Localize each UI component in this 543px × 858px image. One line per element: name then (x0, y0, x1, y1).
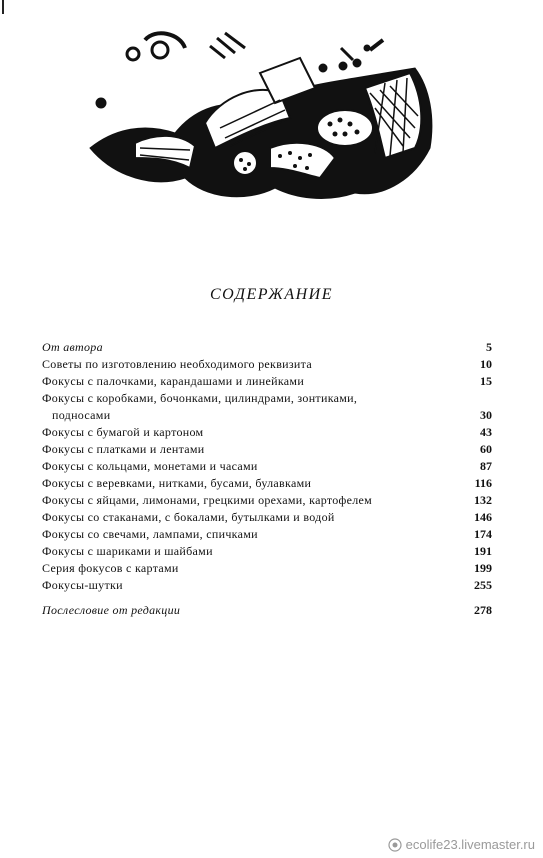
toc-entry (42, 390, 492, 424)
watermark-text: ecolife23.livemaster.ru (405, 837, 535, 852)
watermark (388, 837, 535, 852)
toc-entry-page-number: 60 (480, 442, 492, 456)
toc-entry-title-continued: подносами (52, 408, 111, 422)
toc-entry-page-number: 43 (480, 425, 492, 439)
toc-entry (42, 458, 492, 475)
toc-entry-title: Фокусы со свечами, лампами, спичками (42, 527, 258, 541)
toc-entry-title: От автора (42, 340, 103, 354)
toc-entry (42, 373, 492, 390)
livemaster-logo-icon (388, 838, 402, 852)
toc-entry-page-number: 5 (486, 340, 492, 354)
toc-entry-page-number: 87 (480, 459, 492, 473)
toc-entry-title: Фокусы с коробками, бочонками, цилиндрами, зонтиками, (42, 391, 358, 405)
toc-entry (42, 492, 492, 509)
toc-entry-title: Серия фокусов с картами (42, 561, 179, 575)
toc-entry (42, 526, 492, 543)
toc-entry (42, 339, 492, 356)
page-title: СОДЕРЖАНИЕ (209, 286, 334, 303)
toc-entry-title: Фокусы с веревками, нитками, бусами, булавками (42, 476, 312, 490)
toc-entry (42, 602, 492, 619)
toc-entry-page-number: 15 (480, 374, 492, 388)
toc-entry-title: Советы по изготовлению необходимого реквизита (42, 357, 312, 371)
toc-entry (42, 560, 492, 577)
toc-entry-page-number: 278 (474, 603, 492, 617)
table-of-contents (42, 339, 492, 619)
toc-entry-page-number: 146 (474, 510, 492, 524)
toc-entry-title: Фокусы с яйцами, лимонами, грецкими орехами, картофелем (42, 493, 373, 507)
toc-entry-title: Фокусы с платками и лентами (42, 442, 205, 456)
toc-entry-title: Послесловие от редакции (42, 603, 181, 617)
toc-entry-title: Фокусы с шариками и шайбами (42, 544, 213, 558)
toc-entry (42, 441, 492, 458)
toc-entry-page-number: 174 (474, 527, 492, 541)
toc-entry-title: Фокусы с кольцами, монетами и часами (42, 459, 258, 473)
toc-entry-title: Фокусы с палочками, карандашами и линейками (42, 374, 305, 388)
toc-entry (42, 475, 492, 492)
toc-entry-page-number: 30 (480, 408, 492, 422)
toc-entry-page-number: 191 (474, 544, 492, 558)
toc-entry (42, 543, 492, 560)
toc-entry (42, 509, 492, 526)
toc-entry (42, 424, 492, 441)
toc-entry-page-number: 255 (474, 578, 492, 592)
toc-entry-page-number: 132 (474, 493, 492, 507)
toc-entry-page-number: 10 (480, 357, 492, 371)
toc-entry (42, 356, 492, 373)
decorative-ornament-illustration (85, 28, 443, 213)
page-edge-mark (2, 0, 4, 14)
toc-entry-title: Фокусы-шутки (42, 578, 123, 592)
toc-entry-page-number: 199 (474, 561, 492, 575)
toc-entry-title: Фокусы с бумагой и картоном (42, 425, 204, 439)
toc-entry-title: Фокусы со стаканами, с бокалами, бутылками и водой (42, 510, 335, 524)
toc-entry (42, 577, 492, 594)
toc-entry-page-number: 116 (474, 476, 492, 490)
